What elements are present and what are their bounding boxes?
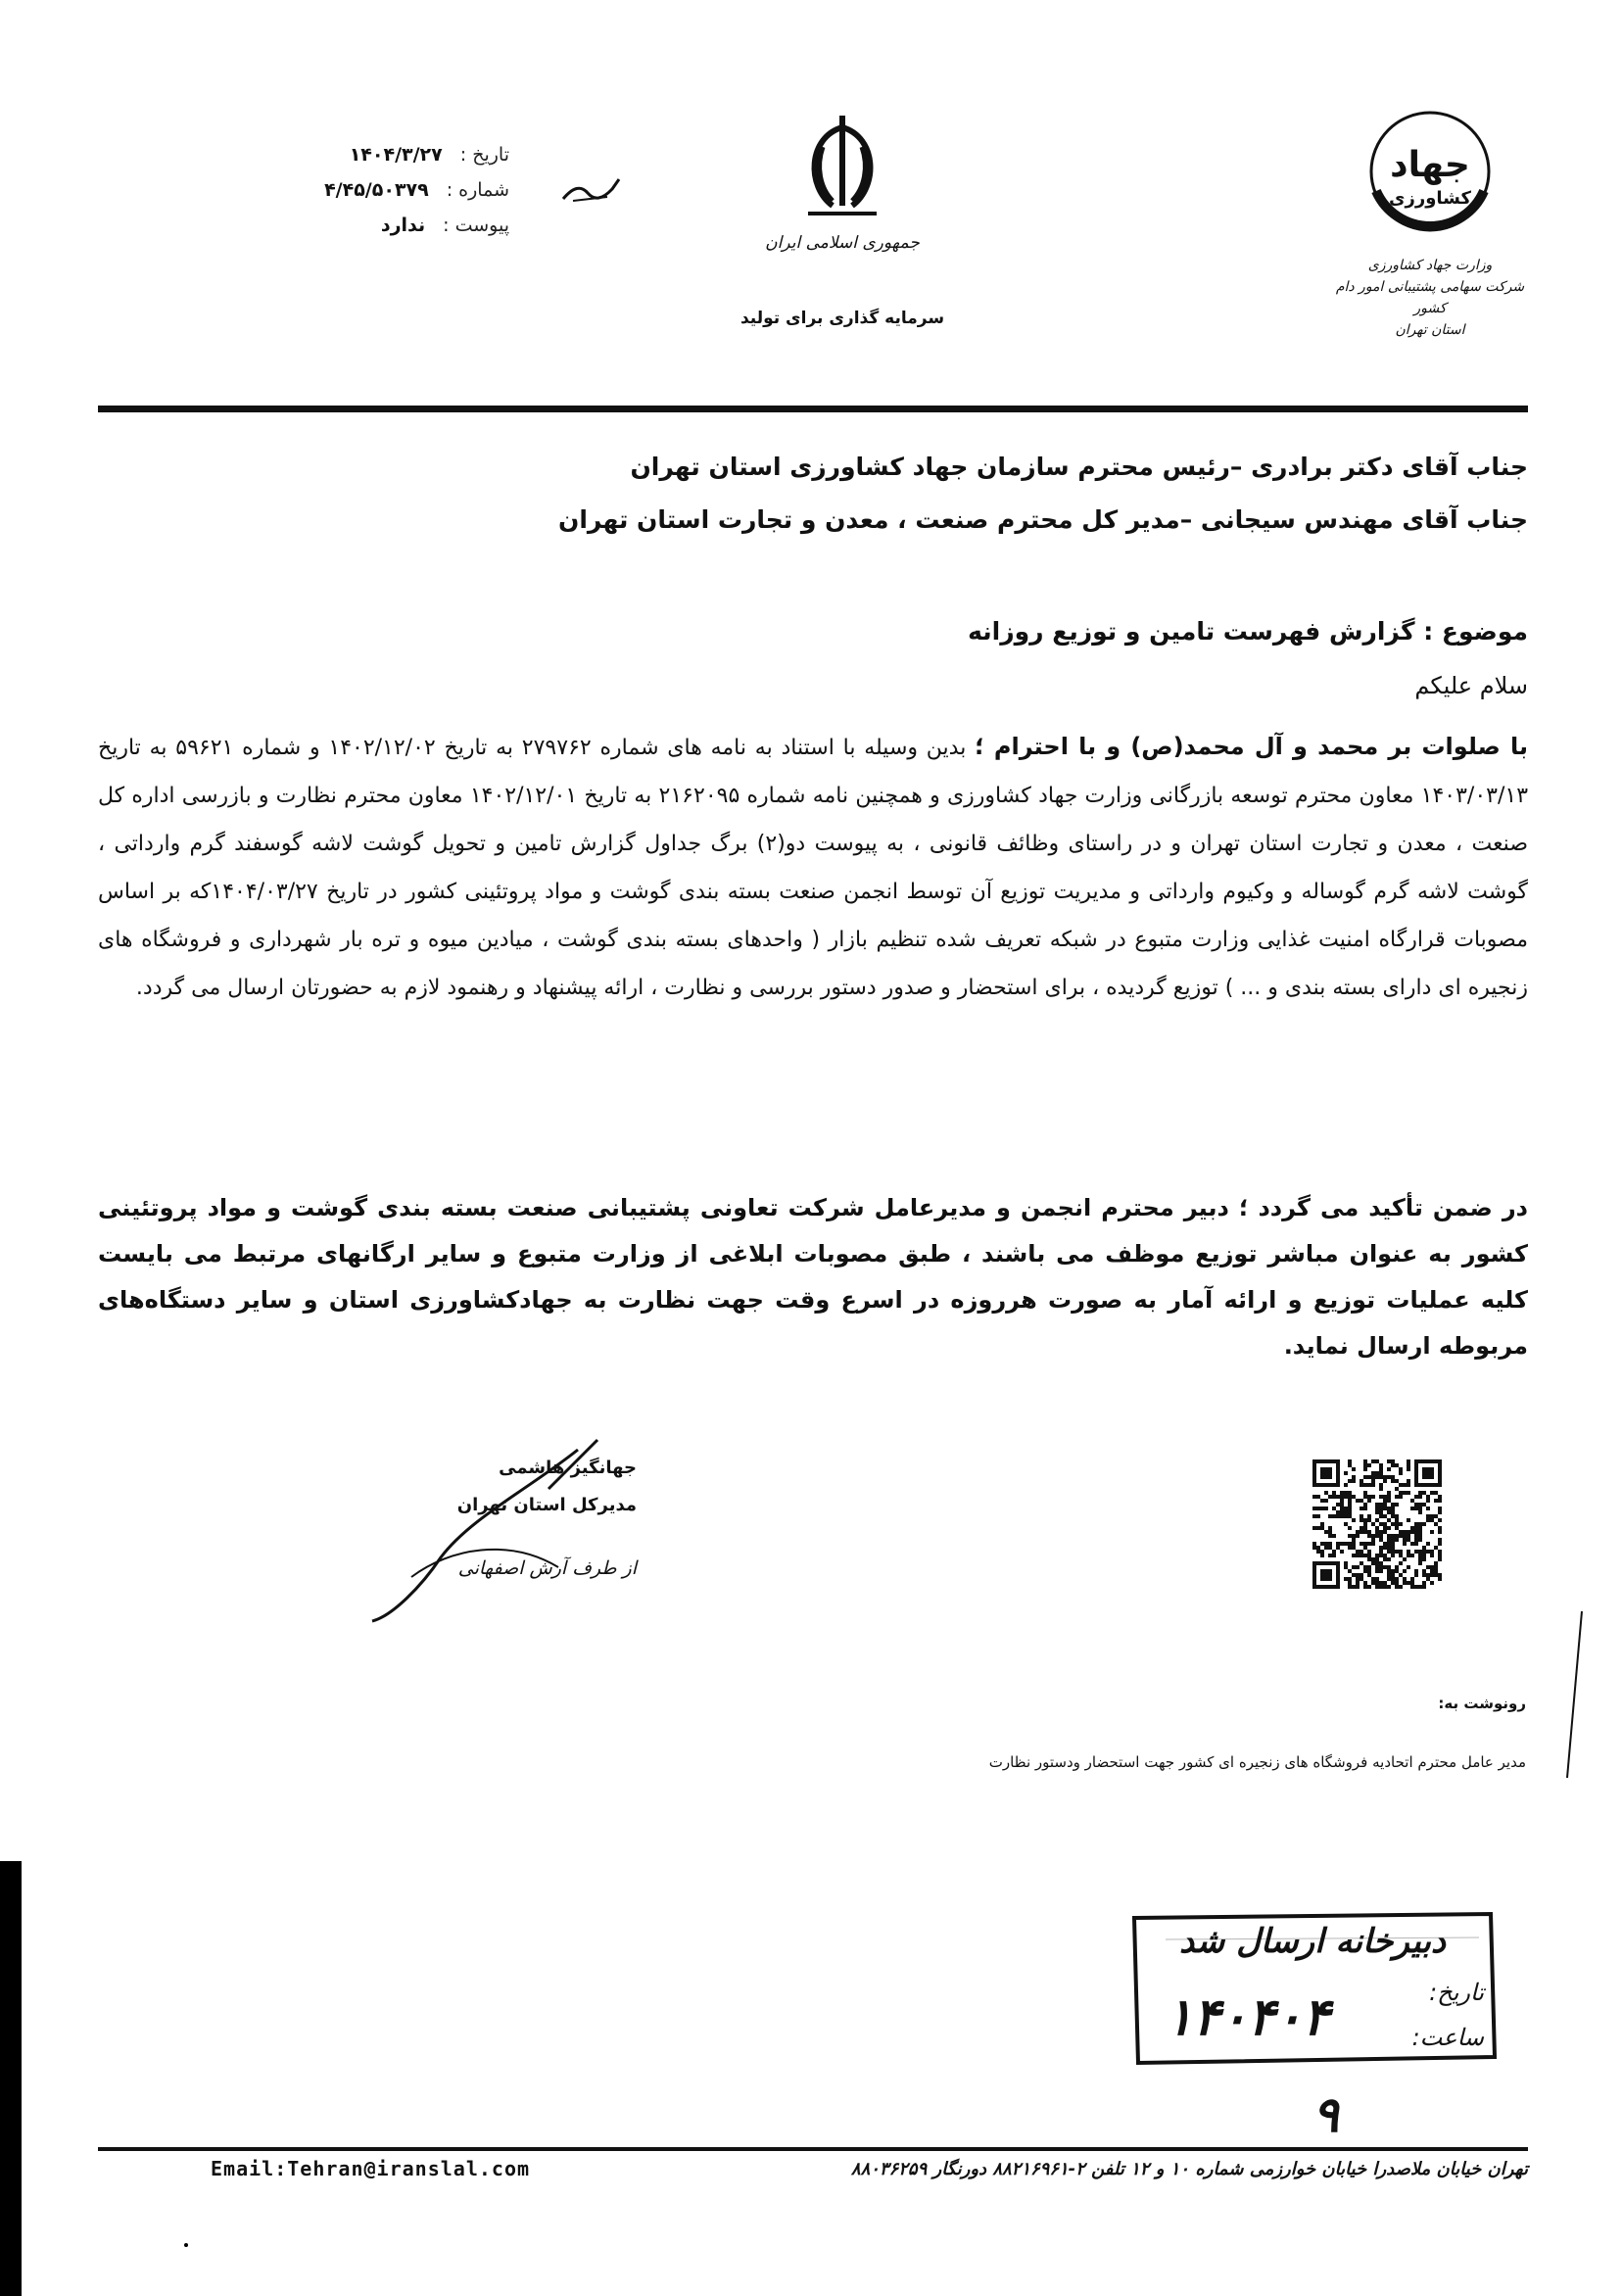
addressee-line: جناب آقای دکتر برادری –رئیس محترم سازمان جهاد کشاورزی استان تهران — [630, 453, 1528, 481]
stamp-date-label: تاریخ: — [1429, 1979, 1484, 2006]
body-paragraph-2: در ضمن تأکید می گردد ؛ دبیر محترم انجمن و مدیرعامل شرکت تعاونی پشتیبانی صنعت بسته بندی گوشت و مواد پروتئینی کشور به عنوان مباشر توزیع موظف می باشند ، طبق مصوبات ابلاغی از وزارت متبوع و سایر ارگانهای مرتبط می بایست کلیه عملیات توزیع و ارائه آمار به صورت هرروزه در اسرع وقت جهت نظارت به جهادکشاورزی استان و سایر دستگاه‌های مربوطه ارسال نماید. — [98, 1194, 1528, 1360]
attachment-row — [284, 208, 509, 243]
emblem-icon — [788, 108, 896, 225]
scan-edge-bar — [0, 1861, 22, 2296]
footer-email: Email:Tehran@iranslal.com — [211, 2157, 531, 2180]
subject-line: موضوع : گزارش فهرست تامین و توزیع روزانه — [968, 617, 1528, 646]
attachment-label: پیوست : — [443, 215, 509, 236]
logo-line-province: استان تهران — [1395, 322, 1465, 338]
stamp-number: ۱۴۰۴۰۴ — [1166, 1988, 1330, 2047]
date-value: ۱۴۰۴/۳/۲۷ — [349, 144, 443, 166]
letter-meta — [284, 137, 509, 243]
jahad-logo-icon — [1352, 98, 1508, 245]
attachment-value: ندارد — [380, 215, 426, 236]
date-label: تاریخ : — [459, 144, 509, 166]
paragraph-lead: با صلوات بر محمد و آل محمد(ص) و با احترام ؛ — [975, 733, 1528, 760]
addressee-line: جناب آقای مهندس سیجانی –مدیر کل محترم صنعت ، معدن و تجارت استان تهران — [558, 505, 1528, 534]
organization-logo — [1332, 98, 1528, 341]
slogan: سرمایه گذاری برای تولید — [739, 309, 945, 328]
scan-dot — [184, 2243, 188, 2247]
signatory-name: جهانگیز هاشمی — [499, 1458, 637, 1478]
signature-block — [323, 1450, 637, 1587]
number-label: شماره : — [446, 179, 509, 201]
stamp-title: دبیرخانه ارسال شد — [1178, 1922, 1447, 1961]
logo-text — [1332, 255, 1528, 341]
logo-line-ministry: وزارت جهاد کشاورزی — [1367, 258, 1493, 273]
qr-code-icon — [1312, 1459, 1442, 1589]
date-row — [284, 137, 509, 172]
header-divider — [98, 406, 1528, 412]
signatory-title: مدیرکل استان تهران — [456, 1495, 637, 1515]
footer-divider — [98, 2147, 1528, 2151]
national-emblem — [744, 108, 940, 253]
body-paragraph-1 — [98, 723, 1528, 1012]
emblem-caption: جمهوری اسلامی ایران — [765, 233, 920, 253]
signature-note: از طرف آرش اصفهانی — [457, 1557, 637, 1579]
cc-recipient: مدیر عامل محترم اتحادیه فروشگاه های زنجیره ای کشور جهت استحضار ودستور نظارت — [988, 1753, 1526, 1771]
footer-address: تهران خیابان ملاصدرا خیابان خوارزمی شماره ۱۰ و ۱۲ تلفن ۲-۸۸۲۱۶۹۶۱ دورنگار ۸۸۰۳۶۲۵۹ — [850, 2159, 1528, 2179]
logo-word: جهاد — [1390, 145, 1470, 185]
margin-stroke-icon — [1548, 1606, 1587, 1783]
cc-label: رونوشت به: — [1438, 1695, 1526, 1712]
number-value: ۴/۴۵/۵۰۳۷۹ — [324, 179, 429, 201]
paragraph-text: بدین وسیله با استناد به نامه های شماره ۲۷۹۷۶۲ به تاریخ ۱۴۰۲/۱۲/۰۲ و شماره ۵۹۶۲۱ به تاریخ ۱۴۰۳/۰۳/۱۳ معاون محترم توسعه بازرگانی وزارت جهاد کشاورزی و همچنین نامه شماره ۲۱۶۲۰۹۵ به تاریخ ۱۴۰۲/۱۲/۰۱ معاون محترم نظارت و بازرسی اداره کل صنعت ، معدن و تجارت استان تهران و در راستای وظائف قانونی ، به پیوست دو(۲) برگ جداول گزارش تامین و تحویل گوشت لاشه گوسفند گرم وارداتی ، گوشت لاشه گرم گوساله و وکیوم وارداتی و مدیریت توزیع آن توسط انجمن صنعت بسته بندی گوشت و مواد پروتئینی کشور در تاریخ ۱۴۰۴/۰۳/۲۷که بر اساس مصوبات قرارگاه امنیت غذایی وزارت متبوع در شبکه تعریف شده تنظیم بازار ( واحدهای بسته بندی گوشت ، میادین میوه و تره بار شهرداری و فروشگاه های زنجیره ای دارای بسته بندی و ... ) توزیع گردیده ، برای استحضار و صدور دستور بررسی و نظارت ، ارائه پیشنهاد و رهنمود لازم به حضورتان ارسال می گردد. — [98, 736, 1529, 1000]
addressees — [98, 441, 1528, 547]
initials-scribble-icon — [558, 171, 627, 211]
logo-subword: کشاورزی — [1389, 188, 1471, 209]
logo-line-company: شرکت سهامی پشتیبانی امور دام کشور — [1335, 279, 1525, 316]
stamp-annotation: ۹ — [1312, 2086, 1339, 2143]
number-row — [284, 172, 509, 208]
greeting: سلام علیکم — [1414, 672, 1528, 699]
stamp-time-label: ساعت: — [1411, 2024, 1484, 2051]
